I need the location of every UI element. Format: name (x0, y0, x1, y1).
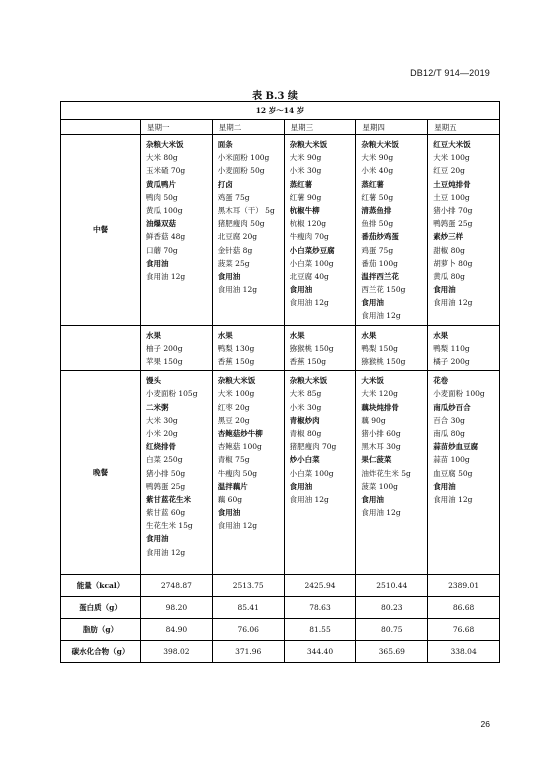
dish-name: 水果 (289, 330, 305, 340)
ingredient: 鸡蛋 75g (361, 245, 394, 255)
dish-name: 水果 (361, 330, 377, 340)
standard-number: DB12/T 914—2019 (410, 68, 490, 78)
dish-name: 食用油 (361, 298, 384, 308)
nutrient-label: 碳水化合物（g） (61, 641, 141, 663)
ingredient: 猪小排 50g (146, 468, 186, 478)
nutrient-value: 78.63 (284, 597, 356, 619)
nutrition-row (61, 597, 500, 619)
nutrient-value: 2425.94 (284, 575, 356, 597)
ingredient: 大米 90g (289, 153, 322, 163)
ingredient: 胡萝卜 80g (433, 258, 473, 268)
dish-name: 小白菜炒豆腐 (289, 245, 335, 255)
dish-name: 藕块炖排骨 (361, 402, 399, 412)
ingredient: 柚子 200g (146, 343, 183, 353)
ingredient: 鸡蛋 75g (217, 192, 250, 202)
nutrient-value: 371.96 (212, 641, 284, 663)
ingredient: 鸭鹑蛋 25g (433, 219, 473, 229)
ingredient: 苹果 150g (146, 357, 183, 366)
dish-name: 蒜苗炒血豆腐 (433, 442, 479, 452)
dish-name: 馒头 (146, 376, 161, 386)
dish-name: 蒸红薯 (289, 179, 313, 189)
nutrient-value: 344.40 (284, 641, 356, 663)
ingredient: 油炸花生米 5g (361, 468, 411, 478)
ingredient: 猪肥瘦肉 70g (289, 442, 337, 452)
ingredient: 藕 60g (217, 494, 243, 504)
dish-name: 水果 (217, 330, 233, 340)
dish-name: 杂粮大米饭 (217, 376, 256, 386)
ingredient: 食用油 12g (217, 521, 258, 531)
ingredient: 猕猴桃 150g (289, 343, 334, 353)
nutrient-value: 76.68 (428, 619, 500, 641)
dish-name: 食用油 (433, 481, 456, 491)
nutrient-value: 338.04 (428, 641, 500, 663)
dish-name: 食用油 (217, 271, 241, 281)
ingredient: 小米面粉 100g (217, 153, 270, 163)
dish-name: 杏鲍菇炒牛柳 (217, 428, 263, 438)
dish-name: 黄瓜鸭片 (146, 179, 176, 189)
dish-name: 食用油 (289, 285, 313, 295)
dish-name: 青椒炒肉 (289, 415, 320, 425)
meal-row (61, 135, 500, 326)
nutrient-label: 脂肪（g） (61, 619, 141, 641)
ingredient: 鲜香菇 48g (146, 232, 186, 242)
menu-cell (212, 371, 284, 575)
menu-cell (284, 371, 356, 575)
ingredient: 百合 30g (433, 415, 465, 425)
dish-name: 杂粮大米饭 (361, 140, 399, 149)
meal-row (61, 325, 500, 371)
dish-name: 食用油 (217, 508, 241, 518)
dish-name: 杂粮大米饭 (289, 376, 328, 386)
dish-name: 面条 (217, 140, 233, 149)
dish-name: 食用油 (361, 494, 384, 504)
day-header: 星期三 (284, 120, 356, 135)
day-header: 星期五 (428, 120, 500, 135)
ingredient: 香蕉 150g (217, 357, 255, 366)
age-group-header: 12 岁～14 岁 (61, 102, 500, 120)
ingredient: 鸭鹑蛋 25g (146, 481, 186, 491)
ingredient: 血豆腐 50g (433, 468, 473, 478)
dish-name: 土豆炖排骨 (433, 179, 471, 189)
ingredient: 黄瓜 100g (146, 205, 183, 215)
ingredient: 生花生米 15g (146, 521, 193, 531)
ingredient: 食用油 12g (146, 271, 186, 281)
nutrient-value: 2513.75 (212, 575, 284, 597)
nutrition-row (61, 619, 500, 641)
day-header: 星期一 (141, 120, 213, 135)
dish-name: 温拌藕片 (217, 481, 248, 491)
menu-cell (141, 135, 213, 326)
menu-cell (428, 325, 500, 371)
dish-name: 红烧排骨 (146, 442, 176, 452)
dish-name: 杂粮大米饭 (289, 140, 328, 149)
ingredient: 鸭梨 150g (361, 343, 398, 353)
ingredient: 菠菜 25g (217, 258, 250, 268)
menu-cell (356, 325, 428, 371)
menu-cell (212, 325, 284, 371)
ingredient: 食用油 12g (289, 298, 329, 308)
menu-cell (212, 135, 284, 326)
ingredient: 金针菇 8g (217, 245, 253, 255)
ingredient: 青椒 75g (217, 455, 250, 465)
ingredient: 橘子 200g (433, 357, 470, 366)
ingredient: 香蕉 150g (289, 357, 327, 366)
meal-label (61, 325, 141, 371)
ingredient: 藕 90g (361, 415, 386, 425)
dish-name: 油爆双菇 (146, 219, 176, 229)
ingredient: 红薯 90g (289, 192, 322, 202)
nutrient-value: 76.06 (212, 619, 284, 641)
ingredient: 玉米碴 70g (146, 166, 186, 176)
ingredient: 小米 20g (146, 428, 178, 438)
dish-name: 番茄炒鸡蛋 (361, 232, 399, 242)
ingredient: 食用油 12g (217, 285, 258, 295)
ingredient: 食用油 12g (361, 508, 401, 518)
ingredient: 鸭梨 110g (433, 343, 470, 353)
nutrient-label: 蛋白质（g） (61, 597, 141, 619)
ingredient: 大米 100g (433, 153, 470, 163)
dish-name: 食用油 (146, 534, 169, 544)
nutrient-value: 84.90 (141, 619, 213, 641)
ingredient: 北豆腐 20g (217, 232, 258, 242)
nutrient-label: 能量（kcal） (61, 575, 141, 597)
nutrient-value: 398.02 (141, 641, 213, 663)
dish-name: 花卷 (433, 376, 449, 386)
nutrient-value: 86.68 (428, 597, 500, 619)
dish-name: 打卤 (217, 179, 233, 189)
menu-cell (356, 371, 428, 575)
ingredient: 牛瘦肉 70g (289, 232, 329, 242)
ingredient: 口蘑 70g (146, 245, 178, 255)
corner-cell (61, 120, 141, 135)
ingredient: 小米 30g (289, 402, 322, 412)
ingredient: 小麦面粉 105g (146, 389, 198, 399)
ingredient: 猪小排 70g (433, 205, 473, 215)
dish-name: 清蒸鱼排 (361, 205, 392, 215)
menu-cell (284, 325, 356, 371)
ingredient: 猕猴桃 150g (361, 357, 406, 366)
dish-name: 二米粥 (146, 402, 169, 412)
ingredient: 大米 30g (146, 415, 178, 425)
ingredient: 红薯 50g (361, 192, 394, 202)
dish-name: 炒小白菜 (289, 455, 320, 465)
nutrient-value: 85.41 (212, 597, 284, 619)
meal-label: 中餐 (61, 135, 141, 326)
dish-name: 素炒三样 (433, 232, 464, 242)
ingredient: 食用油 12g (361, 311, 401, 321)
ingredient: 小白菜 100g (289, 258, 334, 268)
nutrition-row (61, 641, 500, 663)
day-header: 星期二 (212, 120, 284, 135)
dish-name: 红豆大米饭 (433, 140, 471, 149)
ingredient: 白菜 250g (146, 455, 183, 465)
ingredient: 小麦面粉 50g (217, 166, 265, 176)
ingredient: 大米 85g (289, 389, 322, 399)
dish-name: 水果 (433, 330, 449, 340)
meal-row (61, 371, 500, 575)
ingredient: 紫甘蓝 60g (146, 508, 186, 518)
ingredient: 黑木耳（干） 5g (217, 205, 275, 215)
ingredient: 青椒 80g (289, 428, 322, 438)
ingredient: 大米 90g (361, 153, 394, 163)
dish-name: 食用油 (289, 481, 313, 491)
dish-name: 大米饭 (361, 376, 384, 386)
ingredient: 红豆 20g (433, 166, 465, 176)
nutrient-value: 2748.87 (141, 575, 213, 597)
nutrient-value: 80.75 (356, 619, 428, 641)
ingredient: 猪小排 60g (361, 428, 401, 438)
page-number: 26 (480, 719, 490, 729)
ingredient: 小麦面粉 100g (433, 389, 485, 399)
dish-name: 食用油 (433, 285, 456, 295)
ingredient: 食用油 12g (146, 547, 186, 557)
meal-label: 晚餐 (61, 371, 141, 575)
ingredient: 大米 80g (146, 153, 178, 163)
ingredient: 杏鲍菇 100g (217, 442, 262, 452)
dish-name: 水果 (146, 330, 161, 340)
menu-cell (428, 371, 500, 575)
ingredient: 黄瓜 80g (433, 271, 465, 281)
nutrient-value: 2510.44 (356, 575, 428, 597)
menu-cell (141, 325, 213, 371)
ingredient: 鸭肉 50g (146, 192, 178, 202)
dish-name: 紫甘蓝花生米 (146, 494, 191, 504)
ingredient: 猪肥瘦肉 50g (217, 219, 265, 229)
menu-cell (428, 135, 500, 326)
ingredient: 小白菜 100g (289, 468, 334, 478)
ingredient: 牛瘦肉 50g (217, 468, 258, 478)
day-header: 星期四 (356, 120, 428, 135)
dish-name: 食用油 (146, 258, 169, 268)
ingredient: 鱼排 50g (361, 219, 394, 229)
dish-name: 杭椒牛柳 (289, 205, 320, 215)
nutrient-value: 365.69 (356, 641, 428, 663)
ingredient: 小米 30g (289, 166, 322, 176)
ingredient: 蒜苗 100g (433, 455, 470, 465)
menu-cell (356, 135, 428, 326)
ingredient: 红枣 20g (217, 402, 250, 412)
ingredient: 北豆腐 40g (289, 271, 329, 281)
ingredient: 黑豆 20g (217, 415, 250, 425)
nutrient-value: 98.20 (141, 597, 213, 619)
ingredient: 西兰花 150g (361, 285, 406, 295)
ingredient: 小米 40g (361, 166, 394, 176)
ingredient: 土豆 100g (433, 192, 470, 202)
ingredient: 食用油 12g (433, 298, 473, 308)
ingredient: 鸭梨 130g (217, 343, 255, 353)
menu-cell (284, 135, 356, 326)
nutrition-row (61, 575, 500, 597)
ingredient: 食用油 12g (433, 494, 473, 504)
nutrient-value: 80.23 (356, 597, 428, 619)
ingredient: 大米 120g (361, 389, 398, 399)
nutrient-value: 81.55 (284, 619, 356, 641)
dish-name: 果仁菠菜 (361, 455, 392, 465)
dish-name: 杂粮大米饭 (146, 140, 184, 149)
ingredient: 菠菜 100g (361, 481, 398, 491)
ingredient: 黑木耳 30g (361, 442, 401, 452)
ingredient: 大米 100g (217, 389, 255, 399)
ingredient: 食用油 12g (289, 494, 329, 504)
ingredient: 杭椒 120g (289, 219, 327, 229)
table-title: 表 B.3 续 (252, 91, 298, 102)
menu-table (60, 101, 500, 663)
ingredient: 南瓜 80g (433, 428, 465, 438)
dish-name: 温拌西兰花 (361, 271, 399, 281)
ingredient: 番茄 100g (361, 258, 398, 268)
nutrient-value: 2389.01 (428, 575, 500, 597)
menu-cell (141, 371, 213, 575)
dish-name: 蒸红薯 (361, 179, 384, 189)
ingredient: 甜椒 80g (433, 245, 465, 255)
dish-name: 南瓜炒百合 (433, 402, 471, 412)
